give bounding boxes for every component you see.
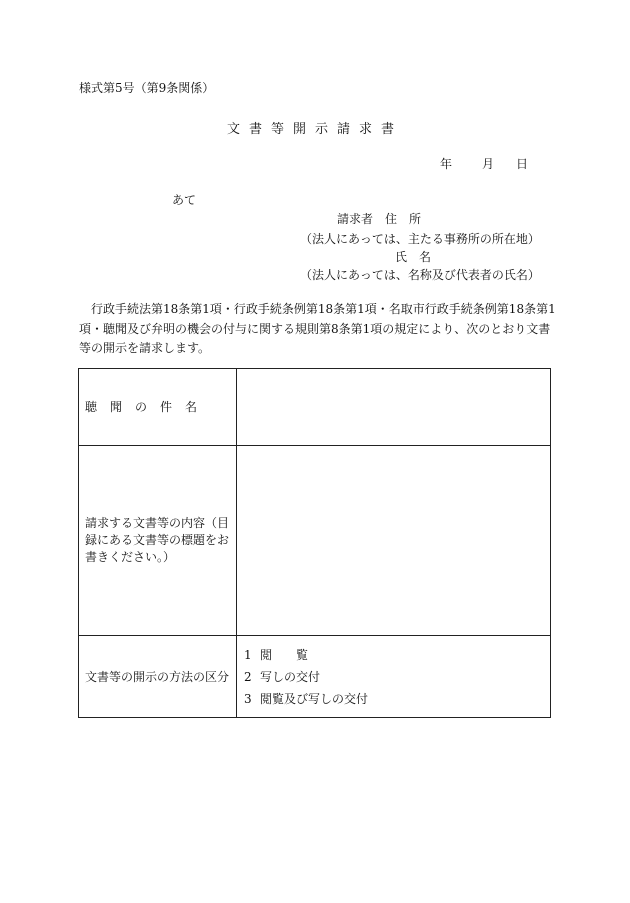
method-option[interactable] xyxy=(244,688,550,710)
requester-address-label: 請求者 住 所 xyxy=(337,212,422,226)
method-option[interactable] xyxy=(244,666,550,688)
requester-name-note: （法人にあっては、名称及び代表者の氏名） xyxy=(300,268,540,282)
disclosure-method-options xyxy=(237,636,551,718)
request-form-table xyxy=(78,368,551,718)
disclosure-method-label: 文書等の開示の方法の区分 xyxy=(79,636,237,718)
method-option-text: 写しの交付 xyxy=(260,669,321,684)
document-content-field[interactable] xyxy=(237,446,551,636)
method-option-number: 2 xyxy=(244,669,252,684)
method-option-text: 閲覧及び写しの交付 xyxy=(260,691,369,706)
date-year: 年 xyxy=(440,157,453,171)
hearing-title-field[interactable] xyxy=(237,369,551,446)
date-line xyxy=(440,155,528,173)
requester-address-note: （法人にあっては、主たる事務所の所在地） xyxy=(300,232,540,246)
hearing-title-row xyxy=(79,369,551,446)
document-content-label: 請求する文書等の内容（目録にある文書等の標題をお書きください。） xyxy=(79,446,237,636)
method-option[interactable] xyxy=(244,644,550,666)
addressee: あて xyxy=(172,193,197,207)
disclosure-method-row xyxy=(79,636,551,718)
method-option-number: 3 xyxy=(244,691,252,706)
document-content-row xyxy=(79,446,551,636)
document-title: 文書等開示請求書 xyxy=(226,122,403,137)
requester-name-label: 氏 名 xyxy=(395,250,432,264)
method-option-number: 1 xyxy=(244,647,252,662)
request-statement: 行政手続法第18条第1項・行政手続条例第18条第1項・名取市行政手続条例第18条第1項・聴聞及び弁明の機会の付与に関する規則第8条第1項の規定により、次のとおり文書等の開示を請求します。 xyxy=(79,302,556,355)
method-option-text: 閲 覧 xyxy=(260,647,309,662)
hearing-title-label: 聴聞の件名 xyxy=(79,369,237,446)
form-number: 様式第5号（第9条関係） xyxy=(79,81,215,95)
date-day: 日 xyxy=(516,157,529,171)
date-month: 月 xyxy=(482,157,495,171)
